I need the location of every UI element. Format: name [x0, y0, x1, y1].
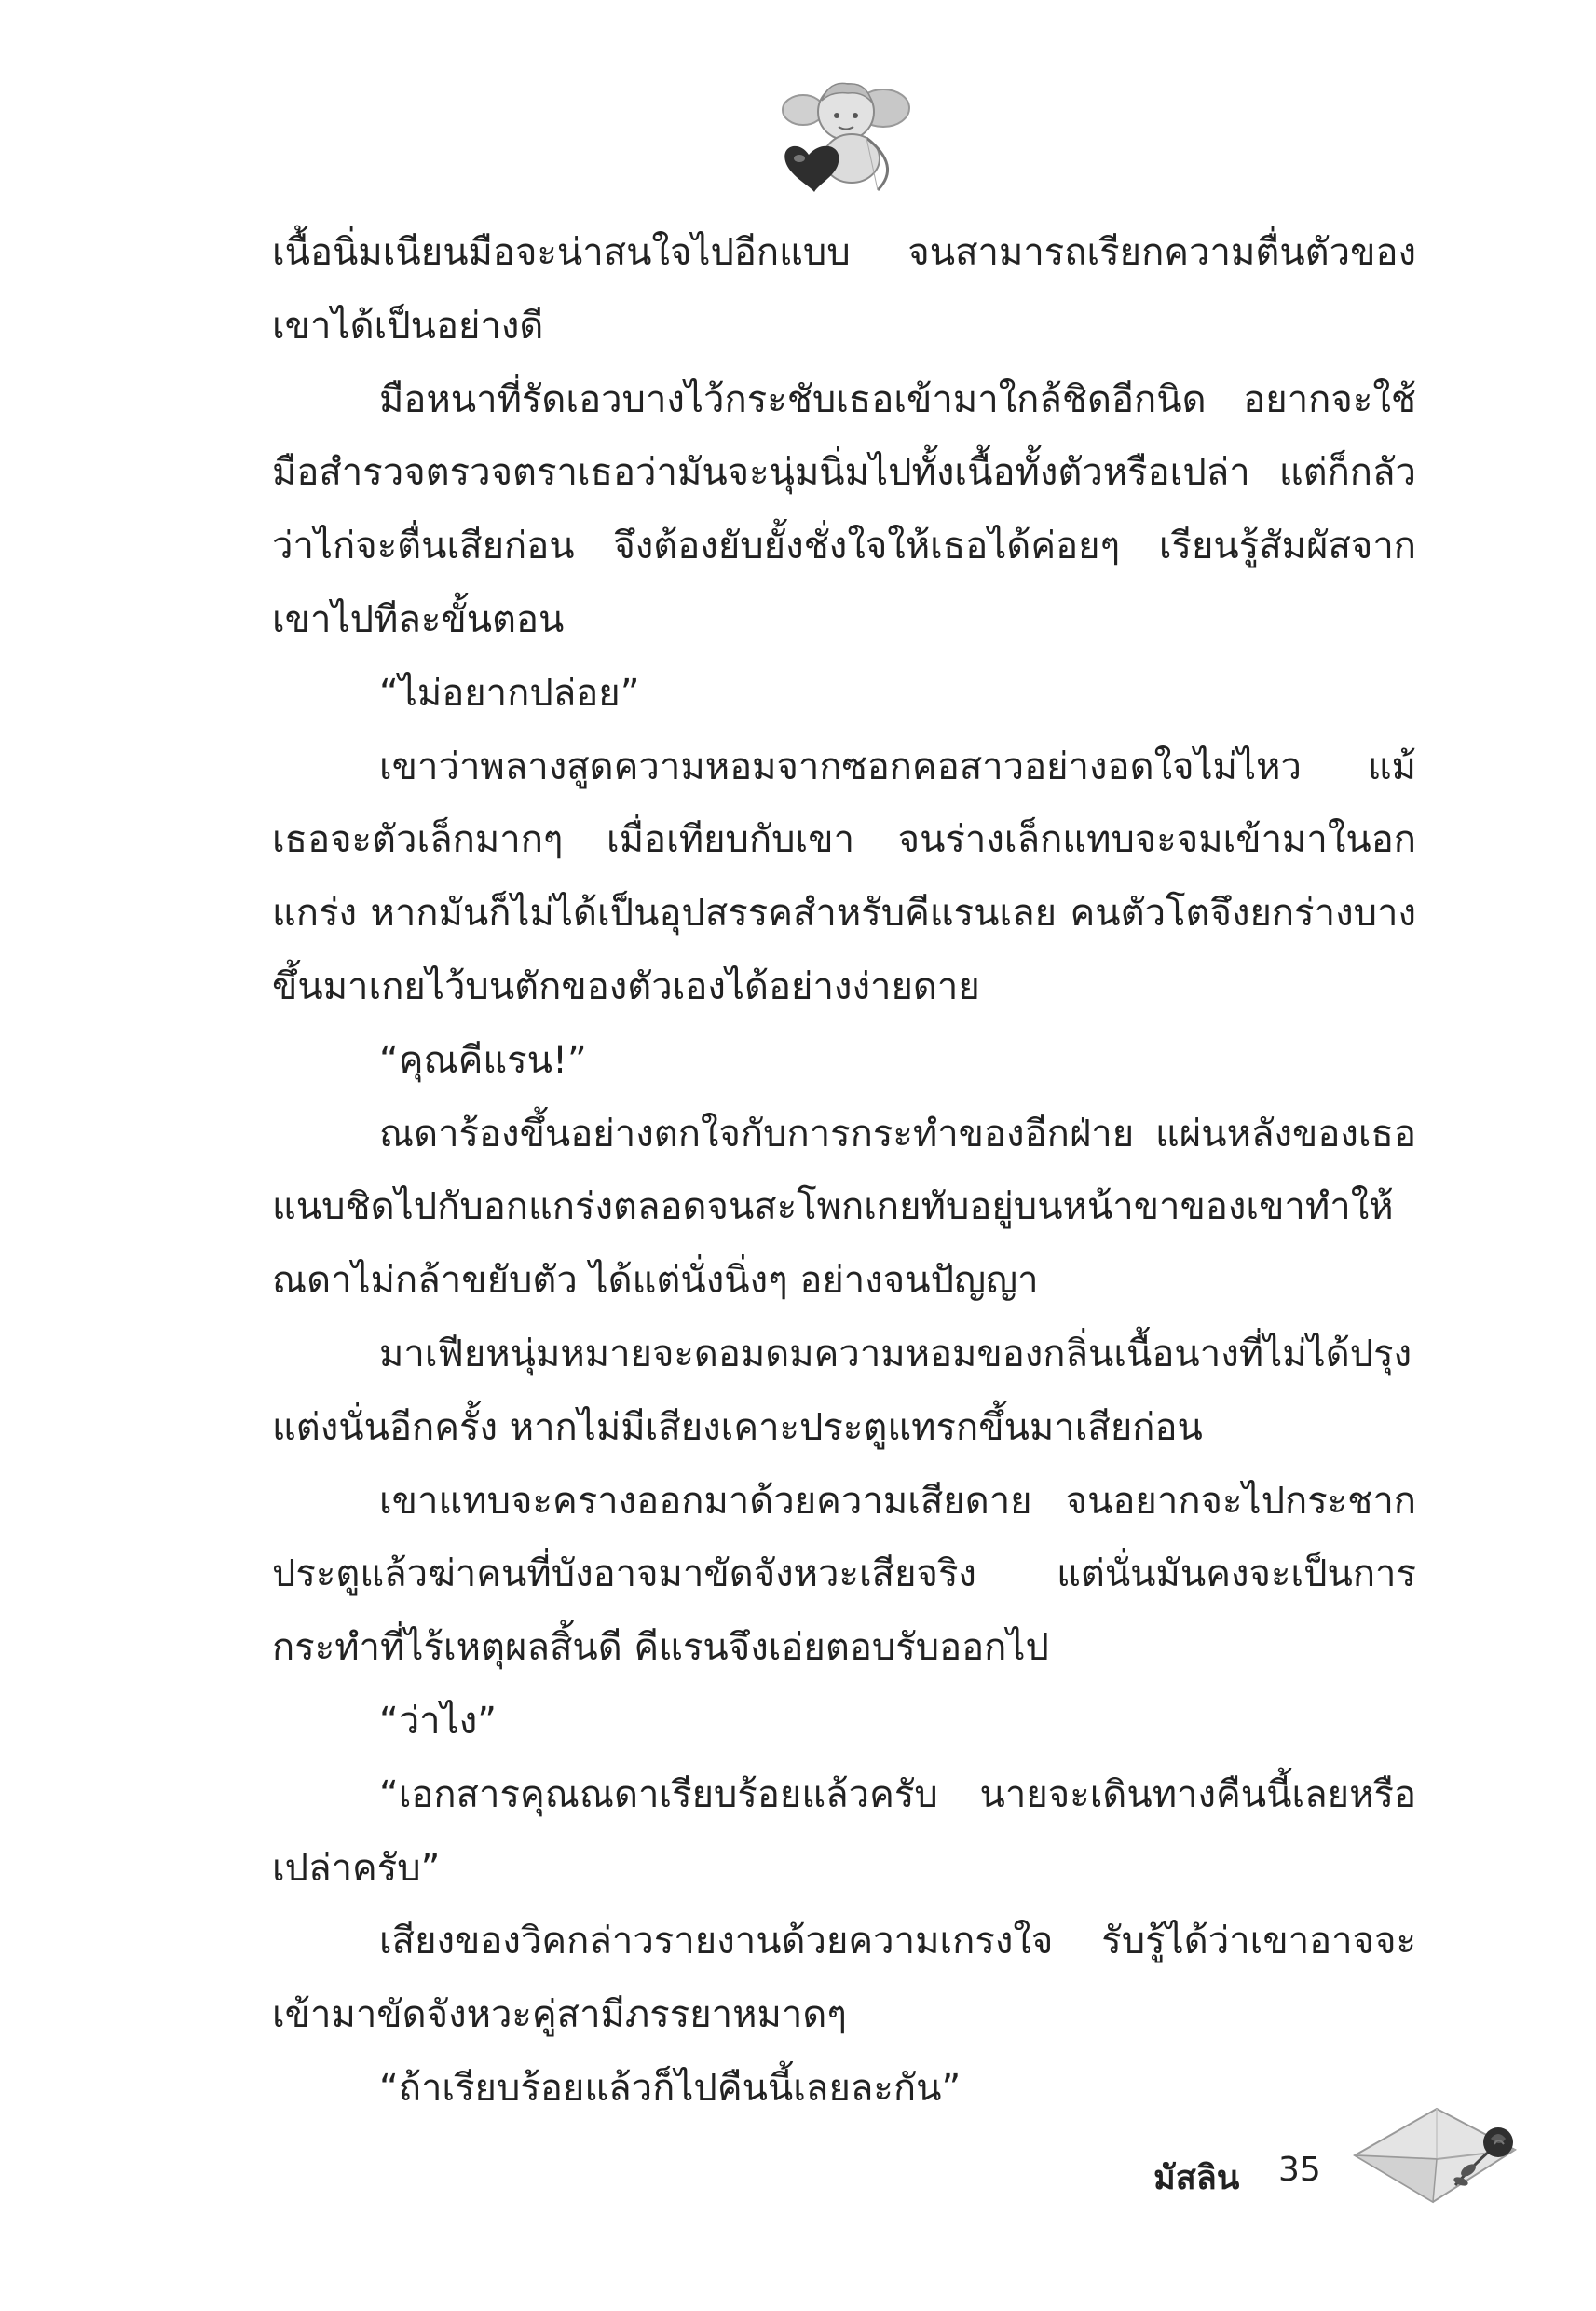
dialogue-line: “ถ้าเรียบร้อยแล้วก็ไปคืนนี้เลยละกัน”	[379, 2066, 962, 2110]
envelope-with-rose-icon	[1351, 2101, 1528, 2213]
body-text	[272, 216, 1416, 2126]
paragraph: มาเฟียหนุ่มหมายจะดอมดมความหอมของกลิ่นเนื้อนางที่ไม่ได้ปรุงแต่งนั่นอีกครั้ง หากไม่มีเสียงเคาะประตูแทรกขึ้นมาเสียก่อน	[272, 1332, 1412, 1449]
page-number: 35	[1278, 2151, 1321, 2189]
paragraph: มือหนาที่รัดเอวบางไว้กระชับเธอเข้ามาใกล้ชิดอีกนิด อยากจะใช้มือสำรวจตรวจตราเธอว่ามันจะนุ่มนิ่มไปทั้งเนื้อทั้งตัวหรือเปล่า แต่ก็กลัวว่าไก่จะตื่นเสียก่อน จึงต้องยับยั้งชั่งใจให้เธอได้ค่อยๆ เรียนรู้สัมผัสจากเขาไปทีละขั้นตอน	[272, 377, 1416, 641]
dialogue-line: “เอกสารคุณณดาเรียบร้อยแล้วครับ นายจะเดินทางคืนนี้เลยหรือเปล่าครับ”	[272, 1772, 1416, 1890]
paragraph: เขาว่าพลางสูดความหอมจากซอกคอสาวอย่างอดใจไม่ไหว แม้เธอจะตัวเล็กมากๆ เมื่อเทียบกับเขา จนร่างเล็กแทบจะจมเข้ามาในอกแกร่ง หากมันก็ไม่ได้เป็นอุปสรรคสำหรับคีแรนเลย คนตัวโตจึงยกร่างบางขึ้นมาเกยไว้บนตักของตัวเองได้อย่างง่ายดาย	[272, 745, 1416, 1008]
author-name: มัสลิน	[1153, 2159, 1240, 2197]
paragraph: เนื้อนิ่มเนียนมือจะน่าสนใจไปอีกแบบ จนสามารถเรียกความตื่นตัวของเขาได้เป็นอย่างดี	[272, 231, 1416, 348]
paragraph: ณดาร้องขึ้นอย่างตกใจกับการกระทำของอีกฝ่าย แผ่นหลังของเธอแนบชิดไปกับอกแกร่งตลอดจนสะโพกเกยทับอยู่บนหน้าขาของเขาทำให้ณดาไม่กล้าขยับตัว ได้แต่นั่งนิ่งๆ อย่างจนปัญญา	[272, 1112, 1416, 1303]
dialogue-line: “ว่าไง”	[379, 1699, 498, 1743]
paragraph: เขาแทบจะครางออกมาด้วยความเสียดาย จนอยากจะไปกระชากประตูแล้วฆ่าคนที่บังอาจมาขัดจังหวะเสียจริง แต่นั่นมันคงจะเป็นการกระทำที่ไร้เหตุผลสิ้นดี คีแรนจึงเอ่ยตอบรับออกไป	[272, 1479, 1416, 1670]
cupid-holding-heart-icon	[773, 73, 913, 194]
dialogue-line: “ไม่อยากปล่อย”	[379, 671, 640, 715]
paragraph: เสียงของวิคกล่าวรายงานด้วยความเกรงใจ รับรู้ได้ว่าเขาอาจจะเข้ามาขัดจังหวะคู่สามีภรรยาหมาดๆ	[272, 1920, 1416, 2037]
dialogue-line: “คุณคีแรน!”	[379, 1038, 587, 1082]
